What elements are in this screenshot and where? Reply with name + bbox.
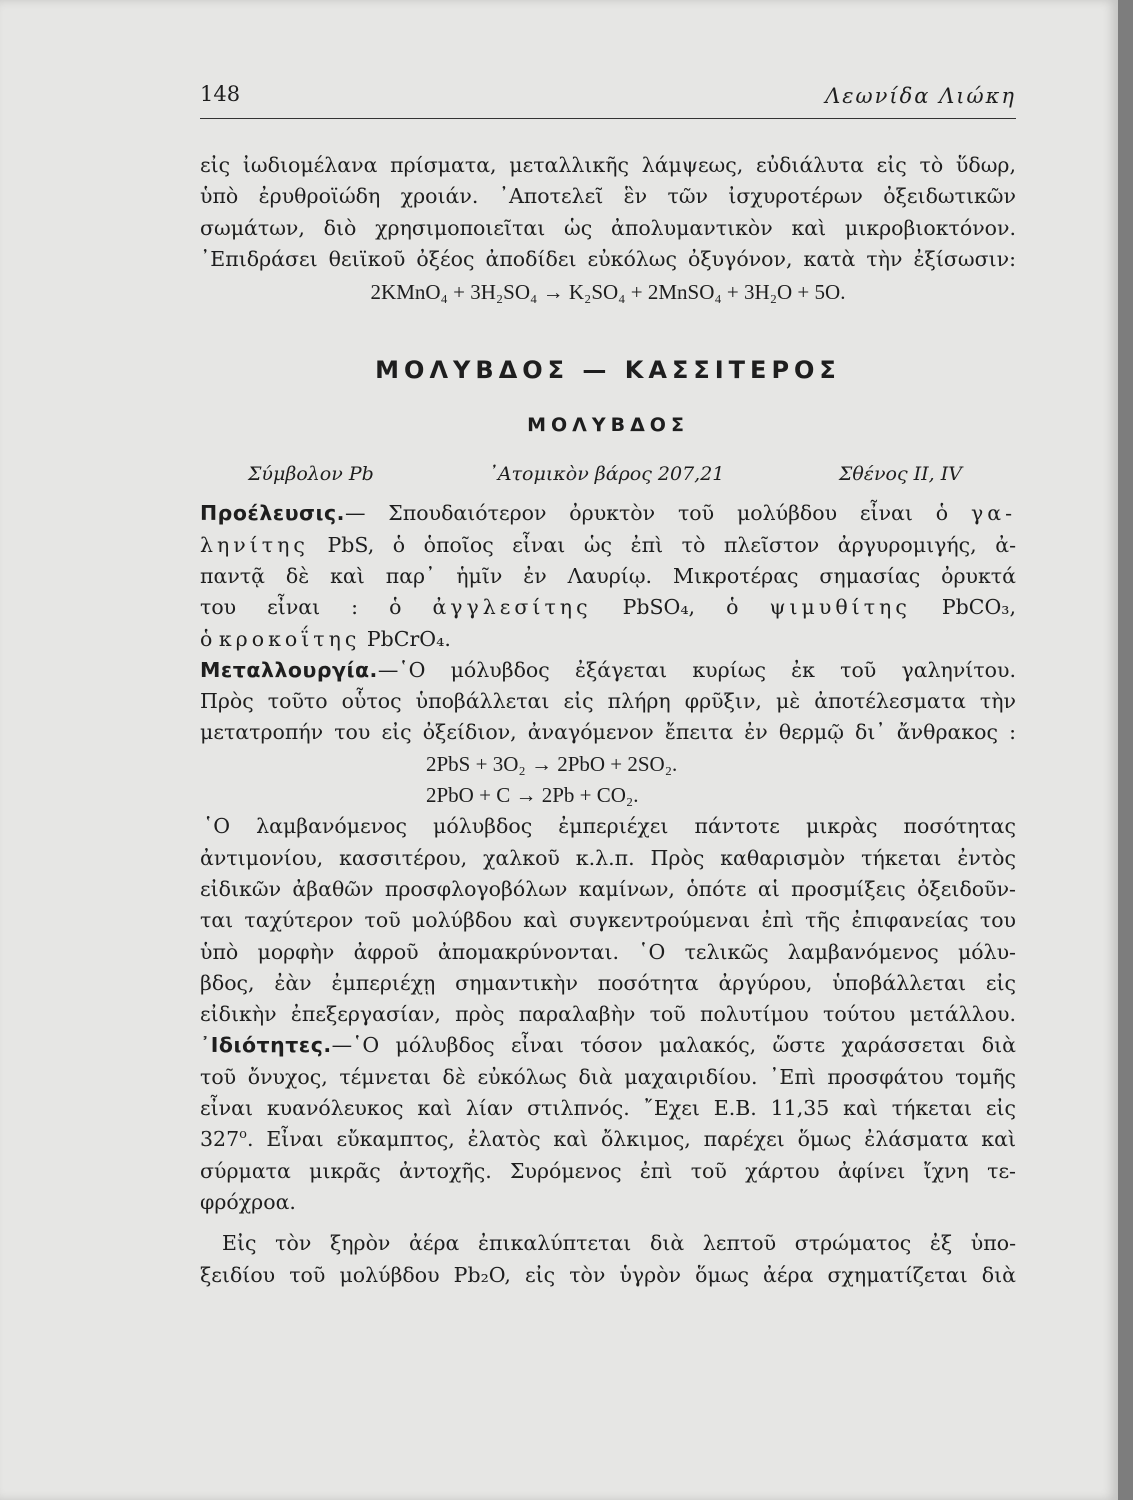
element-symbol: Σύμβολον Pb <box>248 463 374 486</box>
text-line: εἰδικῶν ἀβαθῶν προσφλογοβόλων καμίνων, ὁπότε αἱ προσμίξεις ὀξειδοῦν- <box>200 876 1016 901</box>
text-line: εἰδικὴν ἐπεξεργασίαν, πρὸς παραλαβὴν τοῦ πολυτίμου τούτου μετάλλου. <box>200 1002 1016 1027</box>
text-span: —῾Ο μόλυβδος ἐξάγεται κυρίως ἐκ τοῦ γαληνίτου. <box>377 657 1016 682</box>
text-span: —῾Ο μόλυβδος εἶναι τόσον μαλακός, ὥστε χαράσσεται διὰ <box>331 1033 1016 1058</box>
intro-line: εἰς ἰωδιομέλανα πρίσματα, μεταλλικῆς λάμψεως, εὐδιάλυτα εἰς τὸ ὕδωρ, <box>200 153 1016 177</box>
text-line <box>200 1124 1016 1155</box>
section-idiotites <box>200 1030 1016 1218</box>
text-line: φρόχροα. <box>200 1189 296 1214</box>
valence: Σθένος II, IV <box>838 463 962 486</box>
mineral-name: ἀγγλεσίτης <box>432 595 592 620</box>
mineral-name: κροκοΐτης <box>218 626 361 651</box>
section-proeleusis <box>200 498 1016 654</box>
main-heading: ΜΟΛΥΒΔΟΣ — ΚΑΣΣΙΤΕΡΟΣ <box>375 356 841 385</box>
section-final <box>200 1228 1016 1291</box>
text-line: ῾Ο λαμβανόμενος μόλυβδος ἐμπεριέχει πάντοτε μικρὰς ποσότητας <box>203 814 1016 839</box>
text-line: ξειδίου τοῦ μολύβδου Pb₂O, εἰς τὸν ὑγρὸν ὅμως ἀέρα σχηματίζεται διὰ <box>200 1262 1016 1287</box>
text-span: — Σπουδαιότερον ὀρυκτὸν τοῦ μολύβδου εἶναι ὁ <box>344 501 971 526</box>
text-span: ὁ <box>200 626 219 651</box>
text-span: του εἶναι : ὁ <box>200 595 433 620</box>
element-info <box>200 459 1016 490</box>
degree-sign: o <box>239 1127 247 1143</box>
text-line: εἶναι κυανόλευκος καὶ λίαν στιλπνός. ῎Εχει Ε.Β. 11,35 καὶ τήκεται εἰς <box>200 1096 1016 1121</box>
text-line: ται ταχύτερον τοῦ μολύβδου καὶ συγκεντρούμεναι ἐπὶ τῆς ἐπιφανείας του <box>200 908 1016 933</box>
section-label: Προέλευσις. <box>200 501 345 526</box>
text-line <box>200 624 1016 655</box>
text-line: μετατροπήν του εἰς ὀξείδιον, ἀναγόμενον ἔπειτα ἐν θερμῷ δι᾿ ἄνθρακος : <box>200 720 1016 745</box>
intro-line: ὑπὸ ἐρυθροϊώδη χροιάν. ᾿Αποτελεῖ ἓν τῶν ἰσχυροτέρων ὀξειδωτικῶν <box>200 184 1016 209</box>
text-span: PbCO₃, <box>910 595 1016 620</box>
kmno4-equation: 2KMnO₄ + 3H₂SO₄ → K₂SO₄ + 2MnSO₄ + 3H₂O + 5O. <box>370 280 846 305</box>
text-line: Εἰς τὸν ξηρὸν ἀέρα ἐπικαλύπτεται διὰ λεπτοῦ στρώματος ἐξ ὑπο- <box>222 1231 1016 1256</box>
text-line <box>200 655 1016 686</box>
text-span: PbS, ὁ ὁποῖος εἶναι ὡς ἐπὶ τὸ πλεῖστον ἀργυρομιγής, ἀ- <box>308 532 1016 557</box>
text-line <box>200 498 1016 529</box>
section-metallourgia <box>200 655 1016 1031</box>
running-title: Λεωνίδα Λιώκη <box>825 84 1016 108</box>
text-line: Πρὸς τοῦτο οὗτος ὑποβάλλεται εἰς πλήρη φρῦξιν, μὲ ἀποτέλεσματα τὴν <box>200 689 1016 714</box>
text-line <box>200 530 1016 561</box>
pbs-equation: 2PbS + 3O₂ → 2PbO + 2SO₂. <box>426 751 678 776</box>
text-line: σύρματα μικρᾶς ἀντοχῆς. Συρόμενος ἐπὶ τοῦ χάρτου ἀφίνει ἴχνη τε- <box>200 1158 1016 1183</box>
sub-heading: ΜΟΛΥΒΔΟΣ <box>527 413 689 436</box>
text-line: βδος, ἐὰν ἐμπεριέχῃ σημαντικὴν ποσότητα ἀργύρου, ὑποβάλλεται εἰς <box>200 970 1016 995</box>
text-line <box>200 592 1016 623</box>
text-span: 327 <box>200 1127 240 1152</box>
intro-line: σωμάτων, διὸ χρησιμοποιεῖται ὡς ἀπολυμαντικὸν καὶ μικροβιοκτόνον. <box>200 215 1016 240</box>
page-content <box>200 150 1016 1291</box>
page-header <box>200 82 1016 119</box>
mineral-name: γα- <box>970 501 1016 526</box>
text-line: ὑπὸ μορφὴν ἀφροῦ ἀπομακρύνονται. ῾Ο τελικῶς λαμβανόμενος μόλυ- <box>200 939 1016 964</box>
text-line: ἀντιμονίου, κασσιτέρου, χαλκοῦ κ.λ.π. Πρὸς καθαρισμὸν τήκεται ἐντὸς <box>200 845 1016 870</box>
mineral-name: ψιμυθίτης <box>769 595 911 620</box>
text-span: PbSO₄, ὁ <box>591 595 770 620</box>
text-line: τοῦ ὄνυχος, τέμνεται δὲ εὐκόλως διὰ μαχαιριδίου. ᾿Επὶ προσφάτου τομῆς <box>200 1064 1016 1089</box>
section-label: Μεταλλουργία. <box>200 657 378 682</box>
text-line: παντᾷ δὲ καὶ παρ᾿ ἡμῖν ἐν Λαυρίῳ. Μικροτέρας σημασίας ὀρυκτά <box>200 563 1016 588</box>
mineral-name: ληνίτης <box>200 532 309 557</box>
pbo-equation: 2PbO + C → 2Pb + CO₂. <box>426 783 639 808</box>
section-label: ᾿Ιδιότητες. <box>200 1033 332 1058</box>
intro-line: ᾿Επιδράσει θειϊκοῦ ὀξέος ἀποδίδει εὐκόλως ὀξυγόνον, κατὰ τὴν ἐξίσωσιν: <box>200 246 1016 271</box>
text-span: PbCrO₄. <box>360 626 451 651</box>
page-number: 148 <box>200 82 241 106</box>
text-span: . Εἶναι εὔκαμπτος, ἐλατὸς καὶ ὄλκιμος, παρέχει ὅμως ἐλάσματα καὶ <box>246 1127 1016 1152</box>
text-line <box>200 1030 1016 1061</box>
atomic-weight: ᾿Ατομικὸν βάρος 207,21 <box>488 463 725 486</box>
